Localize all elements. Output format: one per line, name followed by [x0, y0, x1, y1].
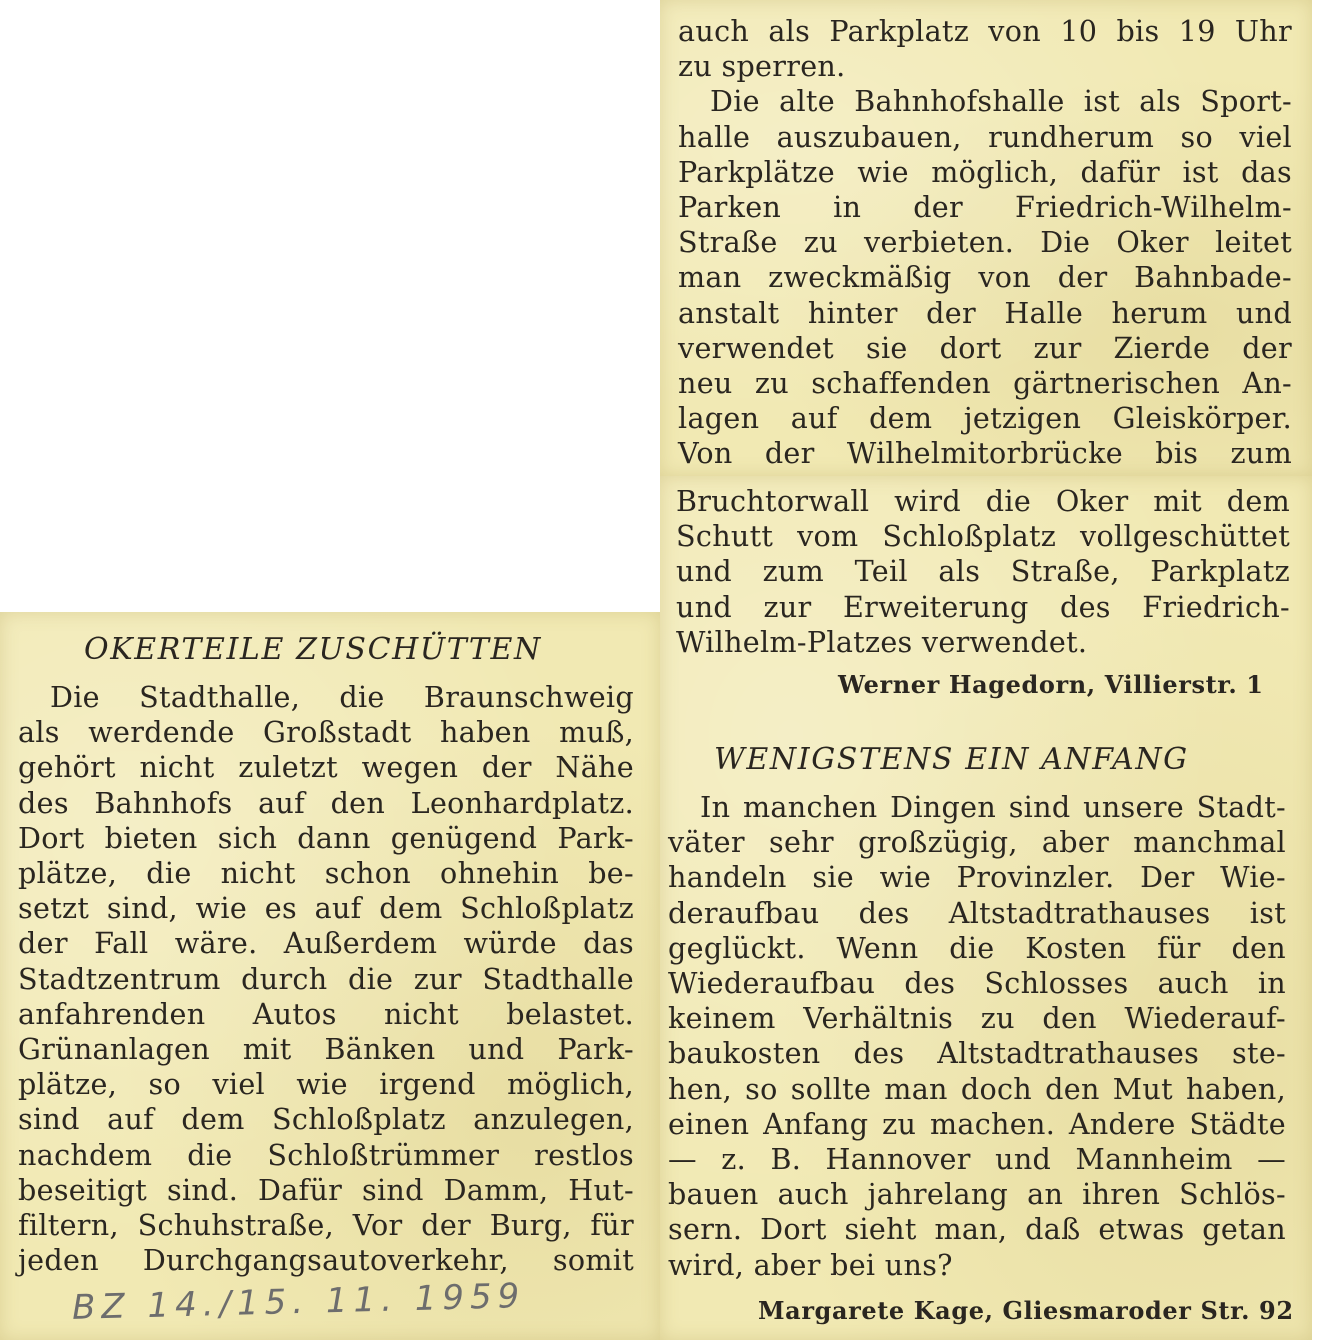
author-signature: Margarete Kage, Gliesmaroder Str. 92 [758, 1296, 1294, 1325]
text-line: jeden Durchgangsautoverkehr, somit [18, 1243, 634, 1278]
author-signature: Werner Hagedorn, Villierstr. 1 [838, 670, 1264, 699]
text-line: Parkplätze wie möglich, dafür ist das [678, 154, 1292, 189]
text-line: plätze, so viel wie irgend möglich, [18, 1067, 634, 1102]
text-line: zu sperren. [678, 49, 846, 84]
text-line: Schutt vom Schloßplatz vollgeschüttet [676, 519, 1290, 554]
text-line: sind auf dem Schloßplatz anzulegen, [18, 1102, 634, 1137]
text-line: halle auszubauen, rundherum so viel [678, 119, 1292, 154]
left-article-text [18, 680, 634, 1278]
text-line: Die alte Bahnhofshalle ist als Sport- [710, 84, 1292, 119]
text-line: Die Stadthalle, die Braunschweig [50, 680, 634, 714]
text-line: des Bahnhofs auf den Leonhardplatz. [18, 785, 634, 820]
text-line: deraufbau des Altstadtrathauses ist [668, 895, 1286, 930]
text-line: Wiederaufbau des Schlosses auch in [668, 966, 1286, 1001]
text-line: Grünanlagen mit Bänken und Park- [18, 1032, 634, 1067]
text-line: handeln sie wie Provinzler. Der Wie- [668, 860, 1286, 895]
text-line: wird, aber bei uns? [668, 1247, 953, 1282]
text-line: bauen auch jahrelang an ihren Schlös- [668, 1177, 1286, 1212]
text-line: keinem Verhältnis zu den Wiederauf- [668, 1001, 1286, 1036]
text-line: In manchen Dingen sind unsere Stadt- [700, 790, 1286, 824]
text-line: Straße zu verbieten. Die Oker leitet [678, 225, 1292, 260]
text-line: beseitigt sind. Dafür sind Damm, Hut- [18, 1172, 634, 1207]
text-line: Parken in der Friedrich-Wilhelm- [678, 190, 1292, 225]
text-line: anstalt hinter der Halle herum und [678, 295, 1292, 330]
text-line: plätze, die nicht schon ohnehin be- [18, 856, 634, 891]
text-line: Bruchtorwall wird die Oker mit dem [676, 484, 1290, 518]
text-line: geglückt. Wenn die Kosten für den [668, 930, 1286, 965]
text-line: gehört nicht zuletzt wegen der Nähe [18, 750, 634, 785]
text-line: anfahrenden Autos nicht belastet. [18, 996, 634, 1031]
text-line: der Fall wäre. Außerdem würde das [18, 926, 634, 961]
text-line: baukosten des Altstadtrathauses ste- [668, 1036, 1286, 1071]
text-line: Stadtzentrum durch die zur Stadthalle [18, 961, 634, 996]
text-line: väter sehr großzügig, aber manchmal [668, 825, 1286, 860]
article-headline: OKERTEILE ZUSCHÜTTEN [84, 632, 542, 667]
text-line: und zur Erweiterung des Friedrich- [676, 589, 1290, 624]
text-line: Wilhelm-Platzes verwendet. [676, 624, 1088, 659]
text-line: filtern, Schuhstraße, Vor der Burg, für [18, 1208, 634, 1243]
handwritten-date-note: BZ 14./15. 11. 1959 [71, 1276, 526, 1328]
article-headline: WENIGSTENS EIN ANFANG [714, 742, 1189, 777]
right-article-text [668, 790, 1286, 1283]
text-line: hen, so sollte man doch den Mut haben, [668, 1071, 1286, 1106]
text-line: Dort bieten sich dann genügend Park- [18, 820, 634, 855]
text-line: als werdende Großstadt haben muß, [18, 715, 634, 750]
text-line: lagen auf dem jetzigen Gleiskörper. [678, 401, 1292, 436]
right-column-top-text [678, 14, 1292, 472]
text-line: — z. B. Hannover und Mannheim — [668, 1142, 1286, 1177]
text-line: man zweckmäßig von der Bahnbade- [678, 260, 1292, 295]
text-line: Von der Wilhelmitorbrücke bis zum [678, 436, 1292, 471]
text-line: nachdem die Schloßtrümmer restlos [18, 1137, 634, 1172]
text-line: einen Anfang zu machen. Andere Städte [668, 1106, 1286, 1141]
text-line: sern. Dort sieht man, daß etwas getan [668, 1212, 1286, 1247]
text-line: setzt sind, wie es auf dem Schloßplatz [18, 891, 634, 926]
text-line: und zum Teil als Straße, Parkplatz [676, 554, 1290, 589]
text-line: neu zu schaffenden gärtnerischen An- [678, 366, 1292, 401]
text-line: auch als Parkplatz von 10 bis 19 Uhr [678, 14, 1292, 48]
right-column-bottom-text [676, 484, 1290, 660]
text-line: verwendet sie dort zur Zierde der [678, 330, 1292, 365]
